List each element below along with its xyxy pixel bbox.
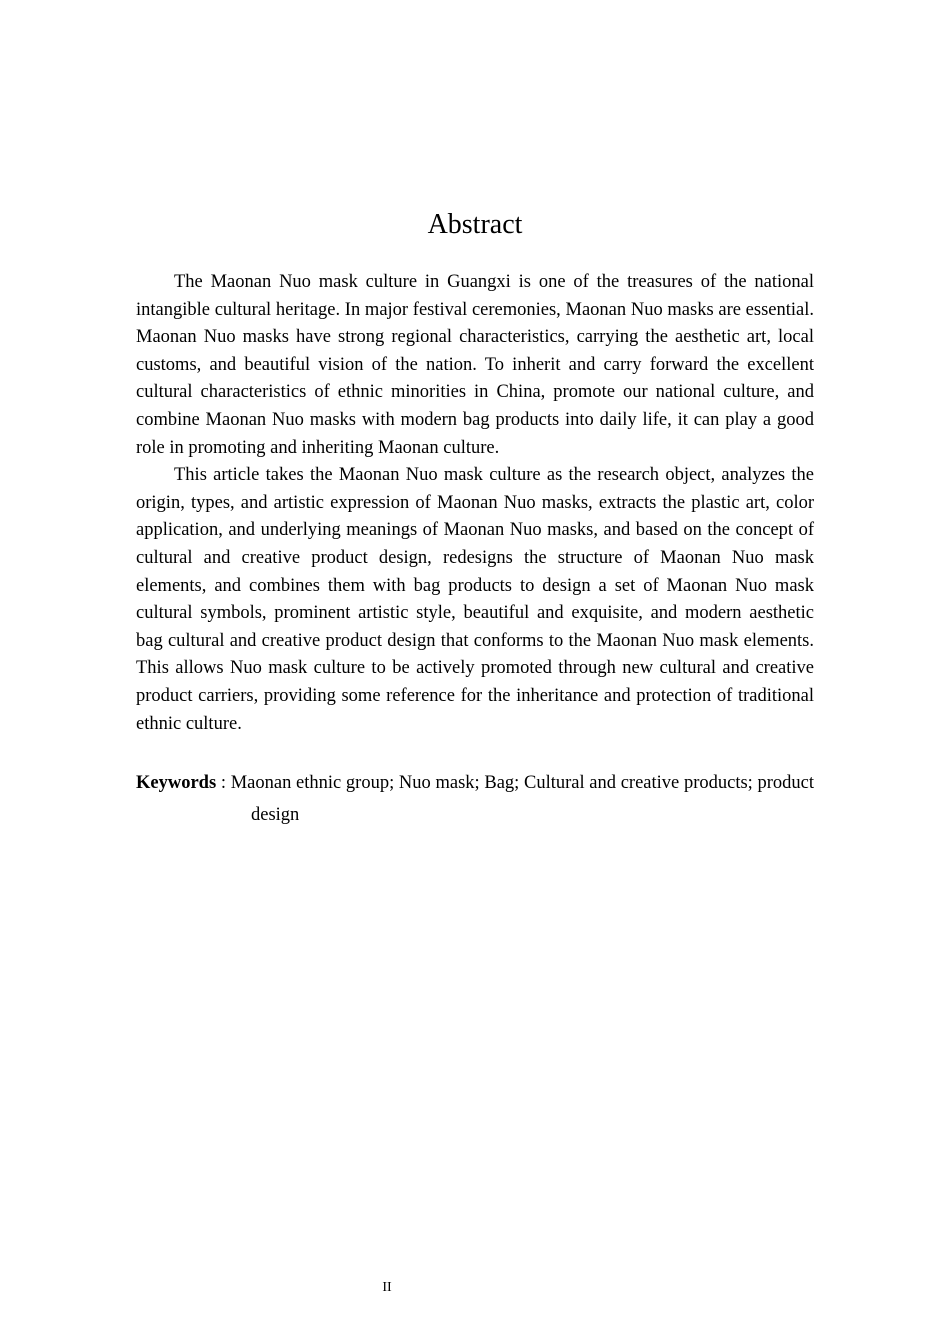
abstract-body <box>136 269 814 738</box>
page-number: II <box>382 1280 392 1295</box>
abstract-paragraph-2: This article takes the Maonan Nuo mask culture as the research object, analyzes the origin, types, and artistic expression of Maonan Nuo masks, extracts the plastic art, color application, and underlying meanings of Maonan Nuo masks, and based on the concept of cultural and creative product design, redesigns the structure of Maonan Nuo mask elements, and combines them with bag products to design a set of Maonan Nuo mask cultural symbols, prominent artistic style, beautiful and exquisite, and modern aesthetic bag cultural and creative product design that conforms to the Maonan Nuo mask elements. This allows Nuo mask culture to be actively promoted through new cultural and creative product carriers, providing some reference for the inheritance and protection of traditional ethnic culture. <box>136 465 814 734</box>
abstract-paragraph-1: The Maonan Nuo mask culture in Guangxi is one of the treasures of the national intangible cultural heritage. In major festival ceremonies, Maonan Nuo masks are essential. Maonan Nuo masks have strong regional characteristics, carrying the aesthetic art, local customs, and beautiful vision of the nation. To inherit and carry forward the excellent cultural characteristics of ethnic minorities in China, promote our national culture, and combine Maonan Nuo masks with modern bag products into daily life, it can play a good role in promoting and inheriting Maonan culture. <box>136 272 814 458</box>
keywords-separator: : <box>216 773 231 793</box>
abstract-title: Abstract <box>427 209 523 240</box>
keywords-text: Maonan ethnic group; Nuo mask; Bag; Cultural and creative products; product design <box>230 773 814 825</box>
keywords-section <box>136 767 814 831</box>
keywords-label: Keywords <box>136 773 217 793</box>
